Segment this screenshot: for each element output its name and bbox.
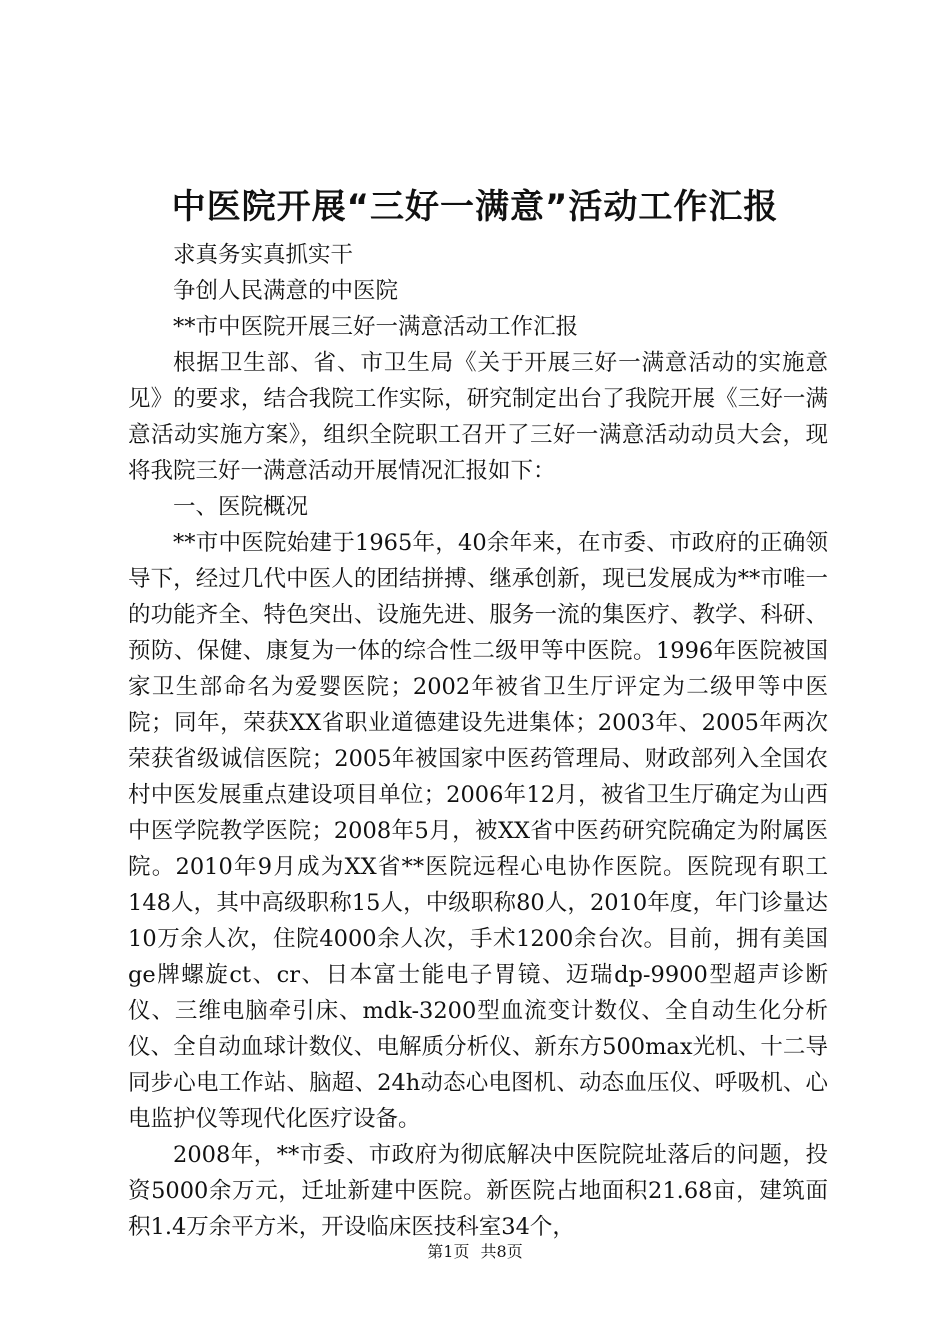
document-body <box>128 237 828 1245</box>
paragraph-slogan-1: 求真务实真抓实干 <box>173 242 354 268</box>
page-footer <box>0 1240 950 1264</box>
page-total: 共8页 <box>480 1242 523 1261</box>
paragraph-overview: **市中医院始建于1965年，40余年来，在市委、市政府的正确领导下，经过几代中医人的团结拼搏、继承创新，现已发展成为**市唯一的功能齐全、特色突出、设施先进、服务一流的集医疗、教学、科研、预防、保健、康复为一体的综合性二级甲等中医院。1996年医院被国家卫生部命名为爱婴医院；2002年被省卫生厅评定为二级甲等中医院；同年，荣获XX省职业道德建设先进集体；2003年、2005年两次荣获省级诚信医院；2005年被国家中医药管理局、财政部列入全国农村中医发展重点建设项目单位；2006年12月，被省卫生厅确定为山西中医学院教学医院；2008年5月，被XX省中医药研究院确定为附属医院。2010年9月成为XX省**医院远程心电协作医院。医院现有职工148人，其中高级职称15人，中级职称80人，2010年度，年门诊量达10万余人次，住院4000余人次，手术1200余台次。目前，拥有美国ge牌螺旋ct、cr、日本富士能电子胃镜、迈瑞dp-9900型超声诊断仪、三维电脑牵引床、mdk-3200型血流变计数仪、全自动生化分析仪、全自动血球计数仪、电解质分析仪、新东方500max光机、十二导同步心电工作站、脑超、24h动态心电图机、动态血压仪、呼吸机、心电监护仪等现代化医疗设备。 <box>128 530 828 1132</box>
paragraph-intro: 根据卫生部、省、市卫生局《关于开展三好一满意活动的实施意见》的要求，结合我院工作实际，研究制定出台了我院开展《三好一满意活动实施方案》，组织全院职工召开了三好一满意活动动员大会，现将我院三好一满意活动开展情况汇报如下： <box>128 350 828 484</box>
page-number: 第1页 <box>427 1242 470 1261</box>
section-heading-overview: 一、医院概况 <box>173 494 309 520</box>
paragraph-slogan-2: 争创人民满意的中医院 <box>173 278 399 304</box>
document-title: 中医院开展“三好一满意”活动工作汇报 <box>171 187 779 227</box>
paragraph-subtitle: **市中医院开展三好一满意活动工作汇报 <box>173 314 579 340</box>
paragraph-relocation: 2008年，**市委、市政府为彻底解决中医院院址落后的问题，投资5000余万元，迁址新建中医院。新医院占地面积21.68亩，建筑面积1.4万余平方米，开设临床医技科室34个， <box>128 1142 828 1240</box>
